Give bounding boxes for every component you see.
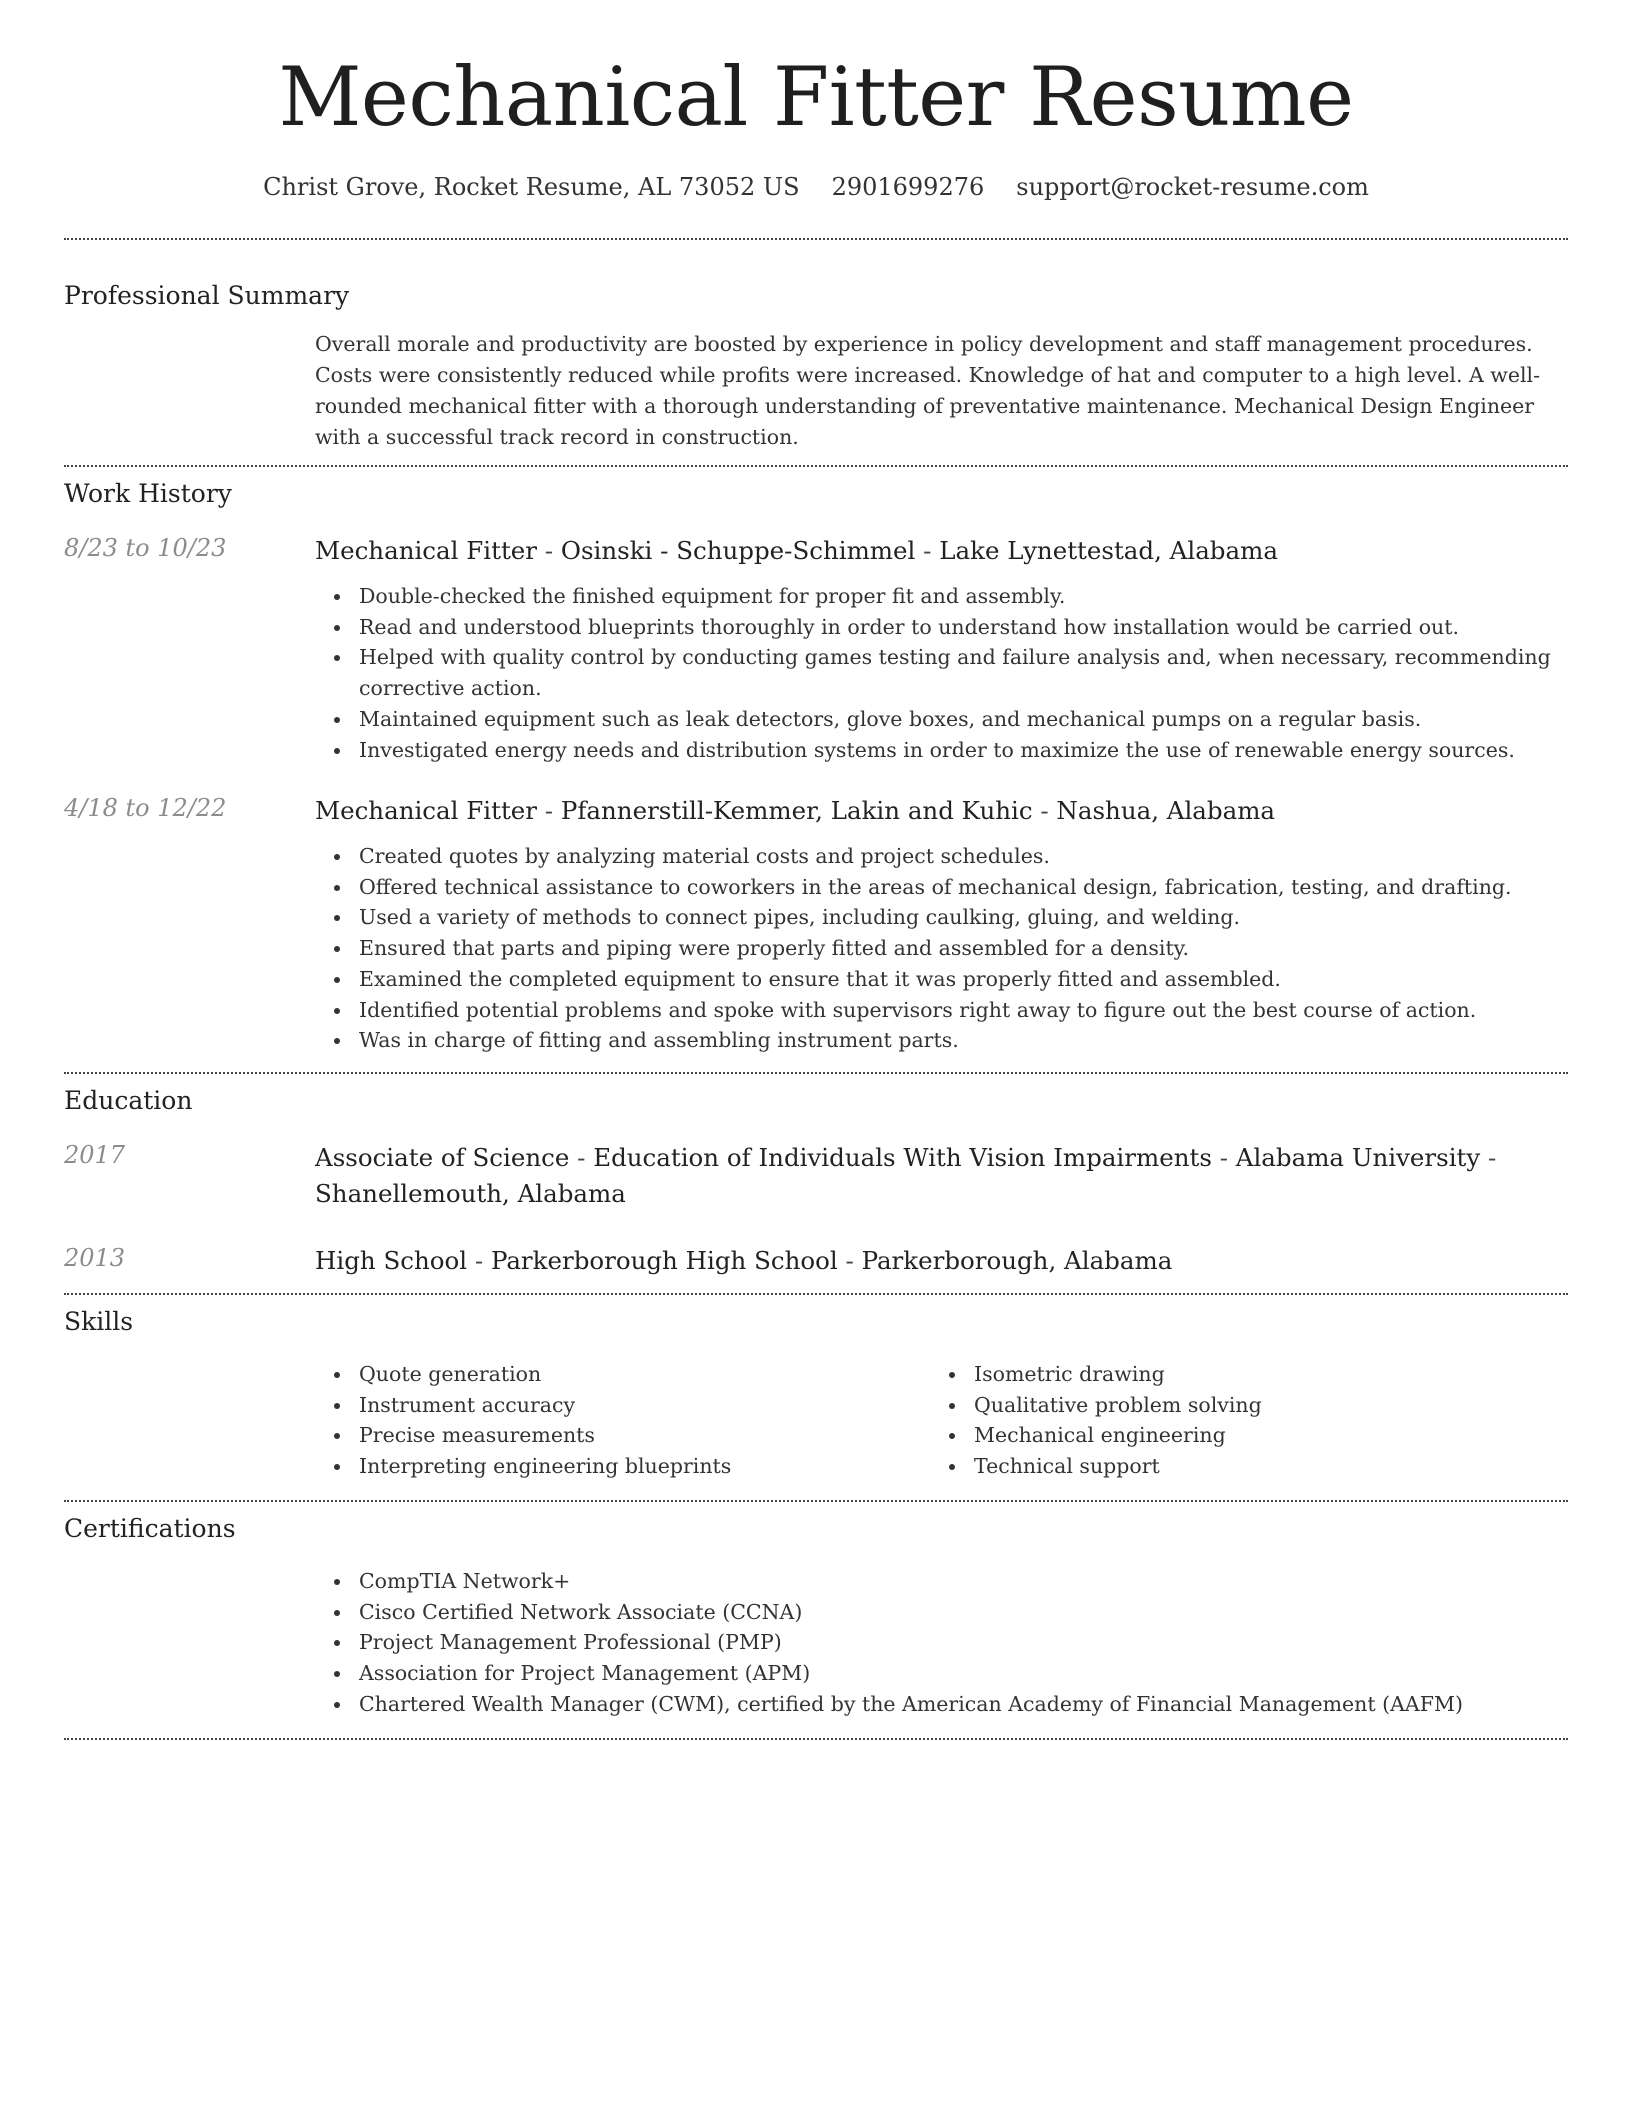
- divider: [64, 1293, 1568, 1295]
- education-field: Education of Individuals With Vision Impairments: [593, 1143, 1212, 1173]
- education-degree: Associate of Science: [315, 1143, 570, 1173]
- job-title: Mechanical Fitter: [315, 536, 537, 566]
- divider: [64, 1738, 1568, 1740]
- job-bullets: [315, 841, 1568, 1056]
- skills-list-left: [315, 1359, 930, 1482]
- resume-title: Mechanical Fitter Resume: [278, 51, 1354, 145]
- education-entry: [64, 1243, 1568, 1279]
- list-item: Chartered Wealth Manager (CWM), certified by the American Academy of Financial Management (AAFM): [359, 1689, 1568, 1720]
- list-item: Qualitative problem solving: [974, 1390, 1545, 1421]
- list-item: Instrument accuracy: [359, 1390, 930, 1421]
- education-school: Alabama University: [1235, 1143, 1481, 1173]
- summary-heading: Professional Summary: [64, 280, 350, 310]
- education-school: Parkerborough High School: [490, 1246, 838, 1276]
- list-item: Mechanical engineering: [974, 1420, 1545, 1451]
- list-item: Project Management Professional (PMP): [359, 1627, 1568, 1658]
- work-history-heading: Work History: [64, 479, 232, 509]
- job-title-line: Mechanical Fitter - Osinski - Schuppe-Schimmel - Lake Lynettestad, Alabama: [315, 536, 1278, 566]
- list-item: Interpreting engineering blueprints: [359, 1451, 930, 1482]
- job-employer: Osinski - Schuppe-Schimmel: [560, 536, 916, 566]
- list-item: Technical support: [974, 1451, 1545, 1482]
- contact-address: Christ Grove, Rocket Resume, AL 73052 US: [263, 173, 800, 201]
- job-entry: [64, 793, 1568, 1056]
- job-location: Lake Lynettestad, Alabama: [939, 536, 1278, 566]
- resume-page: [64, 0, 1568, 1740]
- divider: [64, 238, 1568, 240]
- contact-email: support@rocket-resume.com: [1016, 173, 1369, 201]
- education-year: 2013: [64, 1244, 126, 1273]
- job-title-line: Mechanical Fitter - Pfannerstill-Kemmer, Lakin and Kuhic - Nashua, Alabama: [315, 796, 1276, 826]
- job-dates: 8/23 to 10/23: [64, 534, 227, 563]
- list-item: Association for Project Management (APM): [359, 1658, 1568, 1689]
- divider: [64, 465, 1568, 467]
- contact-phone: 2901699276: [831, 173, 985, 201]
- education-line: Associate of Science - Education of Individuals With Vision Impairments - Alabama University - Shanellemouth, Alabama: [315, 1143, 1497, 1208]
- certifications-list: [315, 1566, 1568, 1720]
- divider: [64, 1500, 1568, 1502]
- list-item: Offered technical assistance to coworkers in the areas of mechanical design, fabrication, testing, and drafting.: [359, 872, 1568, 903]
- job-employer: Pfannerstill-Kemmer, Lakin and Kuhic: [560, 796, 1033, 826]
- list-item: Precise measurements: [359, 1420, 930, 1451]
- education-entry: [64, 1140, 1568, 1211]
- skills-heading: Skills: [64, 1306, 134, 1336]
- education-heading: Education: [64, 1086, 193, 1116]
- summary-text: Overall morale and productivity are boosted by experience in policy development and staff management procedures. Costs were consistently reduced while profits were increased. Knowledge of hat and computer to a high level. A well-rounded mechanical fitter with a thorough understanding of preventative maintenance. Mechanical Design Engineer with a successful track record in construction.: [315, 331, 1541, 450]
- education-line: High School - Parkerborough High School - Parkerborough, Alabama: [315, 1246, 1173, 1276]
- education-location: Shanellemouth, Alabama: [315, 1178, 626, 1208]
- list-item: Quote generation: [359, 1359, 930, 1390]
- list-item: Helped with quality control by conducting games testing and failure analysis and, when necessary, recommending corrective action.: [359, 642, 1568, 704]
- certifications-heading: Certifications: [64, 1513, 236, 1543]
- education-year: 2017: [64, 1141, 126, 1170]
- job-title: Mechanical Fitter: [315, 796, 537, 826]
- list-item: Ensured that parts and piping were properly fitted and assembled for a density.: [359, 933, 1568, 964]
- job-location: Nashua, Alabama: [1056, 796, 1276, 826]
- job-bullets: [315, 581, 1568, 766]
- list-item: Used a variety of methods to connect pipes, including caulking, gluing, and welding.: [359, 902, 1568, 933]
- certifications-row: [64, 1566, 1568, 1720]
- skills-row: [64, 1359, 1568, 1482]
- list-item: CompTIA Network+: [359, 1566, 1568, 1597]
- list-item: Double-checked the finished equipment for proper fit and assembly.: [359, 581, 1568, 612]
- list-item: Identified potential problems and spoke with supervisors right away to figure out the best course of action.: [359, 995, 1568, 1026]
- list-item: Investigated energy needs and distribution systems in order to maximize the use of renewable energy sources.: [359, 735, 1568, 766]
- list-item: Maintained equipment such as leak detectors, glove boxes, and mechanical pumps on a regular basis.: [359, 704, 1568, 735]
- list-item: Was in charge of fitting and assembling instrument parts.: [359, 1025, 1568, 1056]
- education-location: Parkerborough, Alabama: [861, 1246, 1173, 1276]
- job-dates: 4/18 to 12/22: [64, 794, 227, 823]
- skills-list-right: [930, 1359, 1545, 1482]
- divider: [64, 1072, 1568, 1074]
- education-degree: High School: [315, 1246, 468, 1276]
- contact-line: [64, 173, 1568, 202]
- job-entry: [64, 533, 1568, 765]
- list-item: Cisco Certified Network Associate (CCNA): [359, 1597, 1568, 1628]
- list-item: Examined the completed equipment to ensure that it was properly fitted and assembled.: [359, 964, 1568, 995]
- list-item: Isometric drawing: [974, 1359, 1545, 1390]
- list-item: Read and understood blueprints thoroughly in order to understand how installation would be carried out.: [359, 612, 1568, 643]
- summary-row: [64, 329, 1568, 454]
- list-item: Created quotes by analyzing material costs and project schedules.: [359, 841, 1568, 872]
